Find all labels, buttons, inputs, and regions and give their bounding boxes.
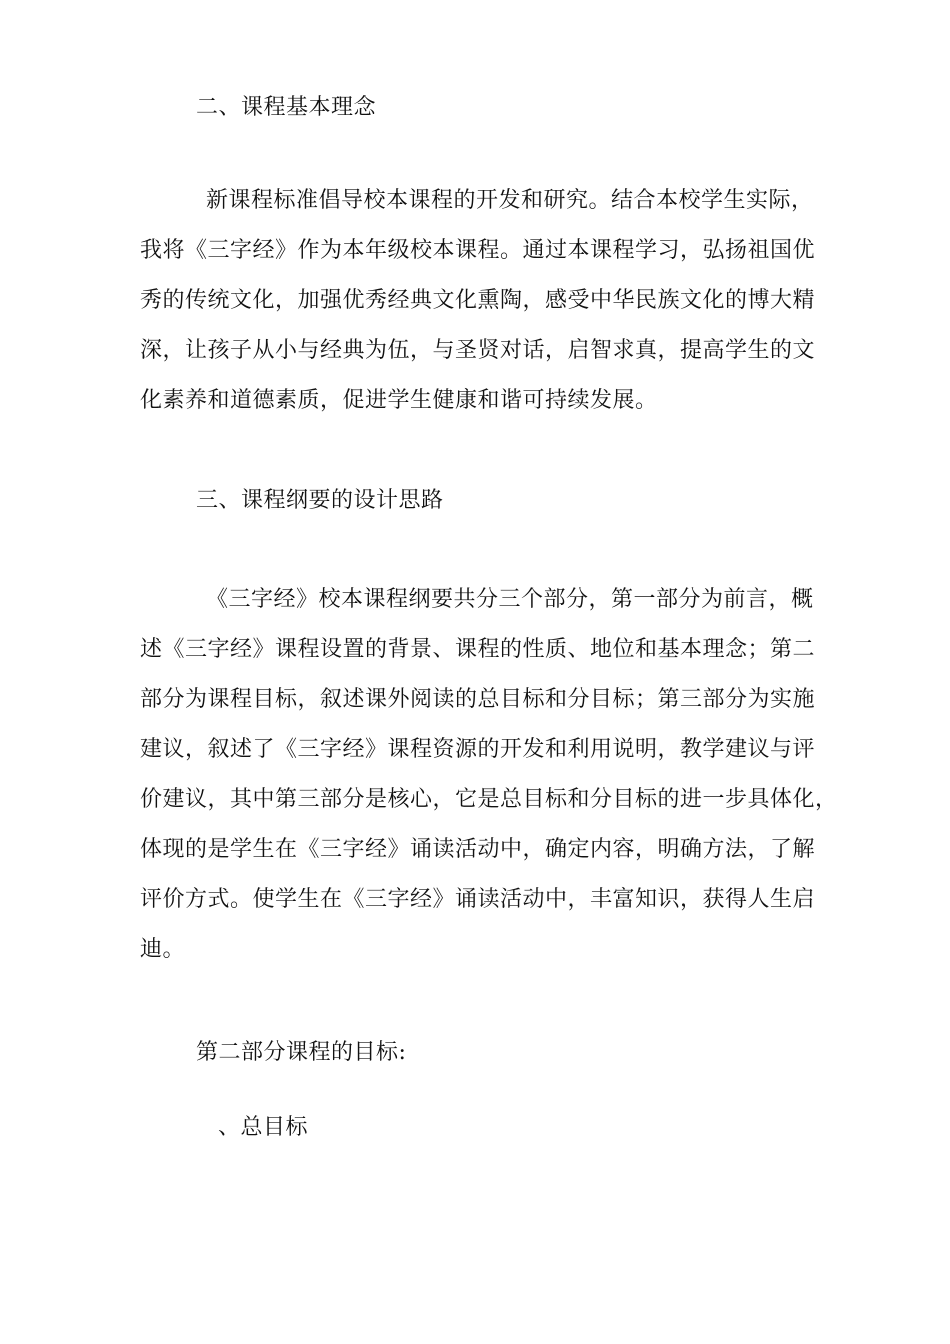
paragraph-line: 体现的是学生在《三字经》诵读活动中，确定内容，明确方法，了解 xyxy=(140,837,816,862)
paragraph-line: 述《三字经》课程设置的背景、课程的性质、地位和基本理念；第二 xyxy=(140,637,816,662)
paragraph-line: 化素养和道德素质，促进学生健康和谐可持续发展。 xyxy=(140,388,658,413)
paragraph-line: 部分为课程目标，叙述课外阅读的总目标和分目标；第三部分为实施 xyxy=(140,687,816,712)
paragraph-line: 深，让孩子从小与经典为伍，与圣贤对话，启智求真，提高学生的文 xyxy=(140,338,816,363)
part-heading: 第二部分课程的目标: xyxy=(196,1040,407,1065)
goal-heading: 、总目标 xyxy=(218,1115,309,1140)
paragraph-line: 迪。 xyxy=(140,937,186,962)
paragraph-line: 秀的传统文化，加强优秀经典文化熏陶，感受中华民族文化的博大精 xyxy=(140,288,816,313)
paragraph-line: 《三字经》校本课程纲要共分三个部分，第一部分为前言，概 xyxy=(206,587,814,612)
section-heading-3: 三、课程纲要的设计思路 xyxy=(196,488,444,513)
paragraph-line: 我将《三字经》作为本年级校本课程。通过本课程学习，弘扬祖国优 xyxy=(140,238,816,263)
paragraph-line: 价建议，其中第三部分是核心，它是总目标和分目标的进一步具体化， xyxy=(140,787,838,812)
paragraph-line: 评价方式。使学生在《三字经》诵读活动中，丰富知识，获得人生启 xyxy=(140,887,816,912)
paragraph-line: 建议，叙述了《三字经》课程资源的开发和利用说明，教学建议与评 xyxy=(140,737,816,762)
section-heading-2: 二、课程基本理念 xyxy=(196,95,377,120)
paragraph-line: 新课程标准倡导校本课程的开发和研究。结合本校学生实际， xyxy=(206,188,814,213)
